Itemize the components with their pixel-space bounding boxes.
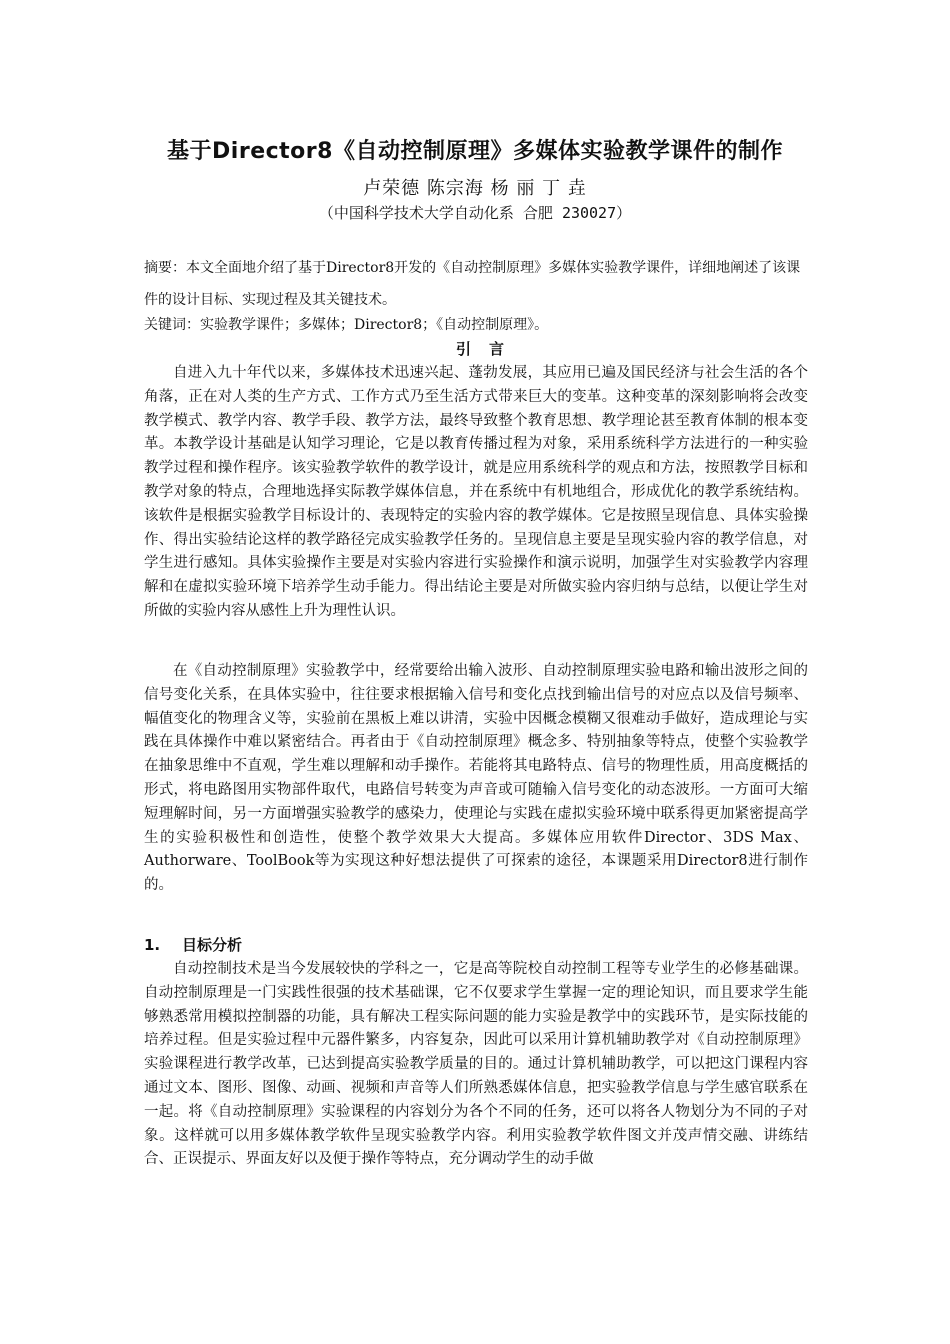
section-heading [144, 934, 242, 955]
paper-title: 基于Director8《自动控制原理》多媒体实验教学课件的制作 [167, 139, 783, 164]
keywords: 关键词：实验教学课件；多媒体；Director8；《自动控制原理》。 [144, 317, 549, 333]
section-number: 1. [144, 936, 161, 954]
intro-paragraph-1: 自进入九十年代以来，多媒体技术迅速兴起、蓬勃发展，其应用已遍及国民经济与社会生活的各个角落，正在对人类的生产方式、工作方式乃至生活方式带来巨大的变革。这种变革的深刻影响将会改变教学模式、教学内容、教学手段、教学方法，最终导致整个教育思想、教学理论甚至教育体制的根本变革。本教学设计基础是认知学习理论，它是以教育传播过程为对象，采用系统科学方法进行的一种实验教学过程和操作程序。该实验教学软件的教学设计，就是应用系统科学的观点和方法，按照教学目标和教学对象的特点，合理地选择实际教学媒体信息，并在系统中有机地组合，形成优化的教学系统结构。该软件是根据实验教学目标设计的、表现特定的实验内容的教学媒体。它是按照呈现信息、具体实验操作、得出实验结论这样的教学路径完成实验教学任务的。呈现信息主要是呈现实验内容的教学信息，对学生进行感知。具体实验操作主要是对实验内容进行实验操作和演示说明，加强学生对实验教学内容理解和在虚拟实验环境下培养学生动手能力。得出结论主要是对所做实验内容归纳与总结，以便让学生对所做的实验内容从感性上升为理性认识。 [144, 365, 808, 619]
author-list: 卢荣德 陈宗海 杨 丽 丁 垚 [363, 178, 587, 199]
section-title: 目标分析 [182, 936, 243, 954]
abstract: 摘要：本文全面地介绍了基于Director8开发的《自动控制原理》多媒体实验教学课件，详细地阐述了该课件的设计目标、实现过程及其关键技术。 [144, 260, 801, 308]
section-paragraph: 自动控制技术是当今发展较快的学科之一，它是高等院校自动控制工程等专业学生的必修基础课。自动控制原理是一门实践性很强的技术基础课，它不仅要求学生掌握一定的理论知识，而且要求学生能够熟悉常用模拟控制器的功能，具有解决工程实际问题的能力实验是教学中的实践环节，是实际技能的培养过程。但是实验过程中元器件繁多，内容复杂，因此可以采用计算机辅助教学对《自动控制原理》实验课程进行教学改革，已达到提高实验教学质量的目的。通过计算机辅助教学，可以把这门课程内容通过文本、图形、图像、动画、视频和声音等人们所熟悉媒体信息，把实验教学信息与学生感官联系在一起。将《自动控制原理》实验课程的内容划分为各个不同的任务，还可以将各人物划分为不同的子对象。这样就可以用多媒体教学软件呈现实验教学内容。利用实验教学软件图文并茂声情交融、讲练结合、正误提示、界面友好以及便于操作等特点，充分调动学生的动手做 [144, 961, 808, 1168]
affiliation: （中国科学技术大学自动化系 合肥 230027） [318, 204, 632, 222]
intro-paragraph-2: 在《自动控制原理》实验教学中，经常要给出输入波形、自动控制原理实验电路和输出波形之间的信号变化关系，在具体实验中，往往要求根据输入信号和变化点找到输出信号的对应点以及信号频率、幅值变化的物理含义等，实验前在黑板上难以讲清，实验中因概念模糊又很难动手做好，造成理论与实践在具体操作中难以紧密结合。再者由于《自动控制原理》概念多、特别抽象等特点，使整个实验教学在抽象思维中不直观，学生难以理解和动手操作。若能将其电路特点、信号的物理性质，用高度概括的形式，将电路图用实物部件取代，电路信号转变为声音或可随输入信号变化的动态波形。一方面可大缩短理解时间，另一方面增强实验教学的感染力，使理论与实践在虚拟实验环境中联系得更加紧密提高学生的实验积极性和创造性，使整个教学效果大大提高。多媒体应用软件Director、3DS Max、Authorware、ToolBook等为实现这种好想法提供了可探索的途径，本课题采用Director8进行制作的。 [144, 663, 808, 894]
intro-heading: 引言 [455, 340, 522, 358]
